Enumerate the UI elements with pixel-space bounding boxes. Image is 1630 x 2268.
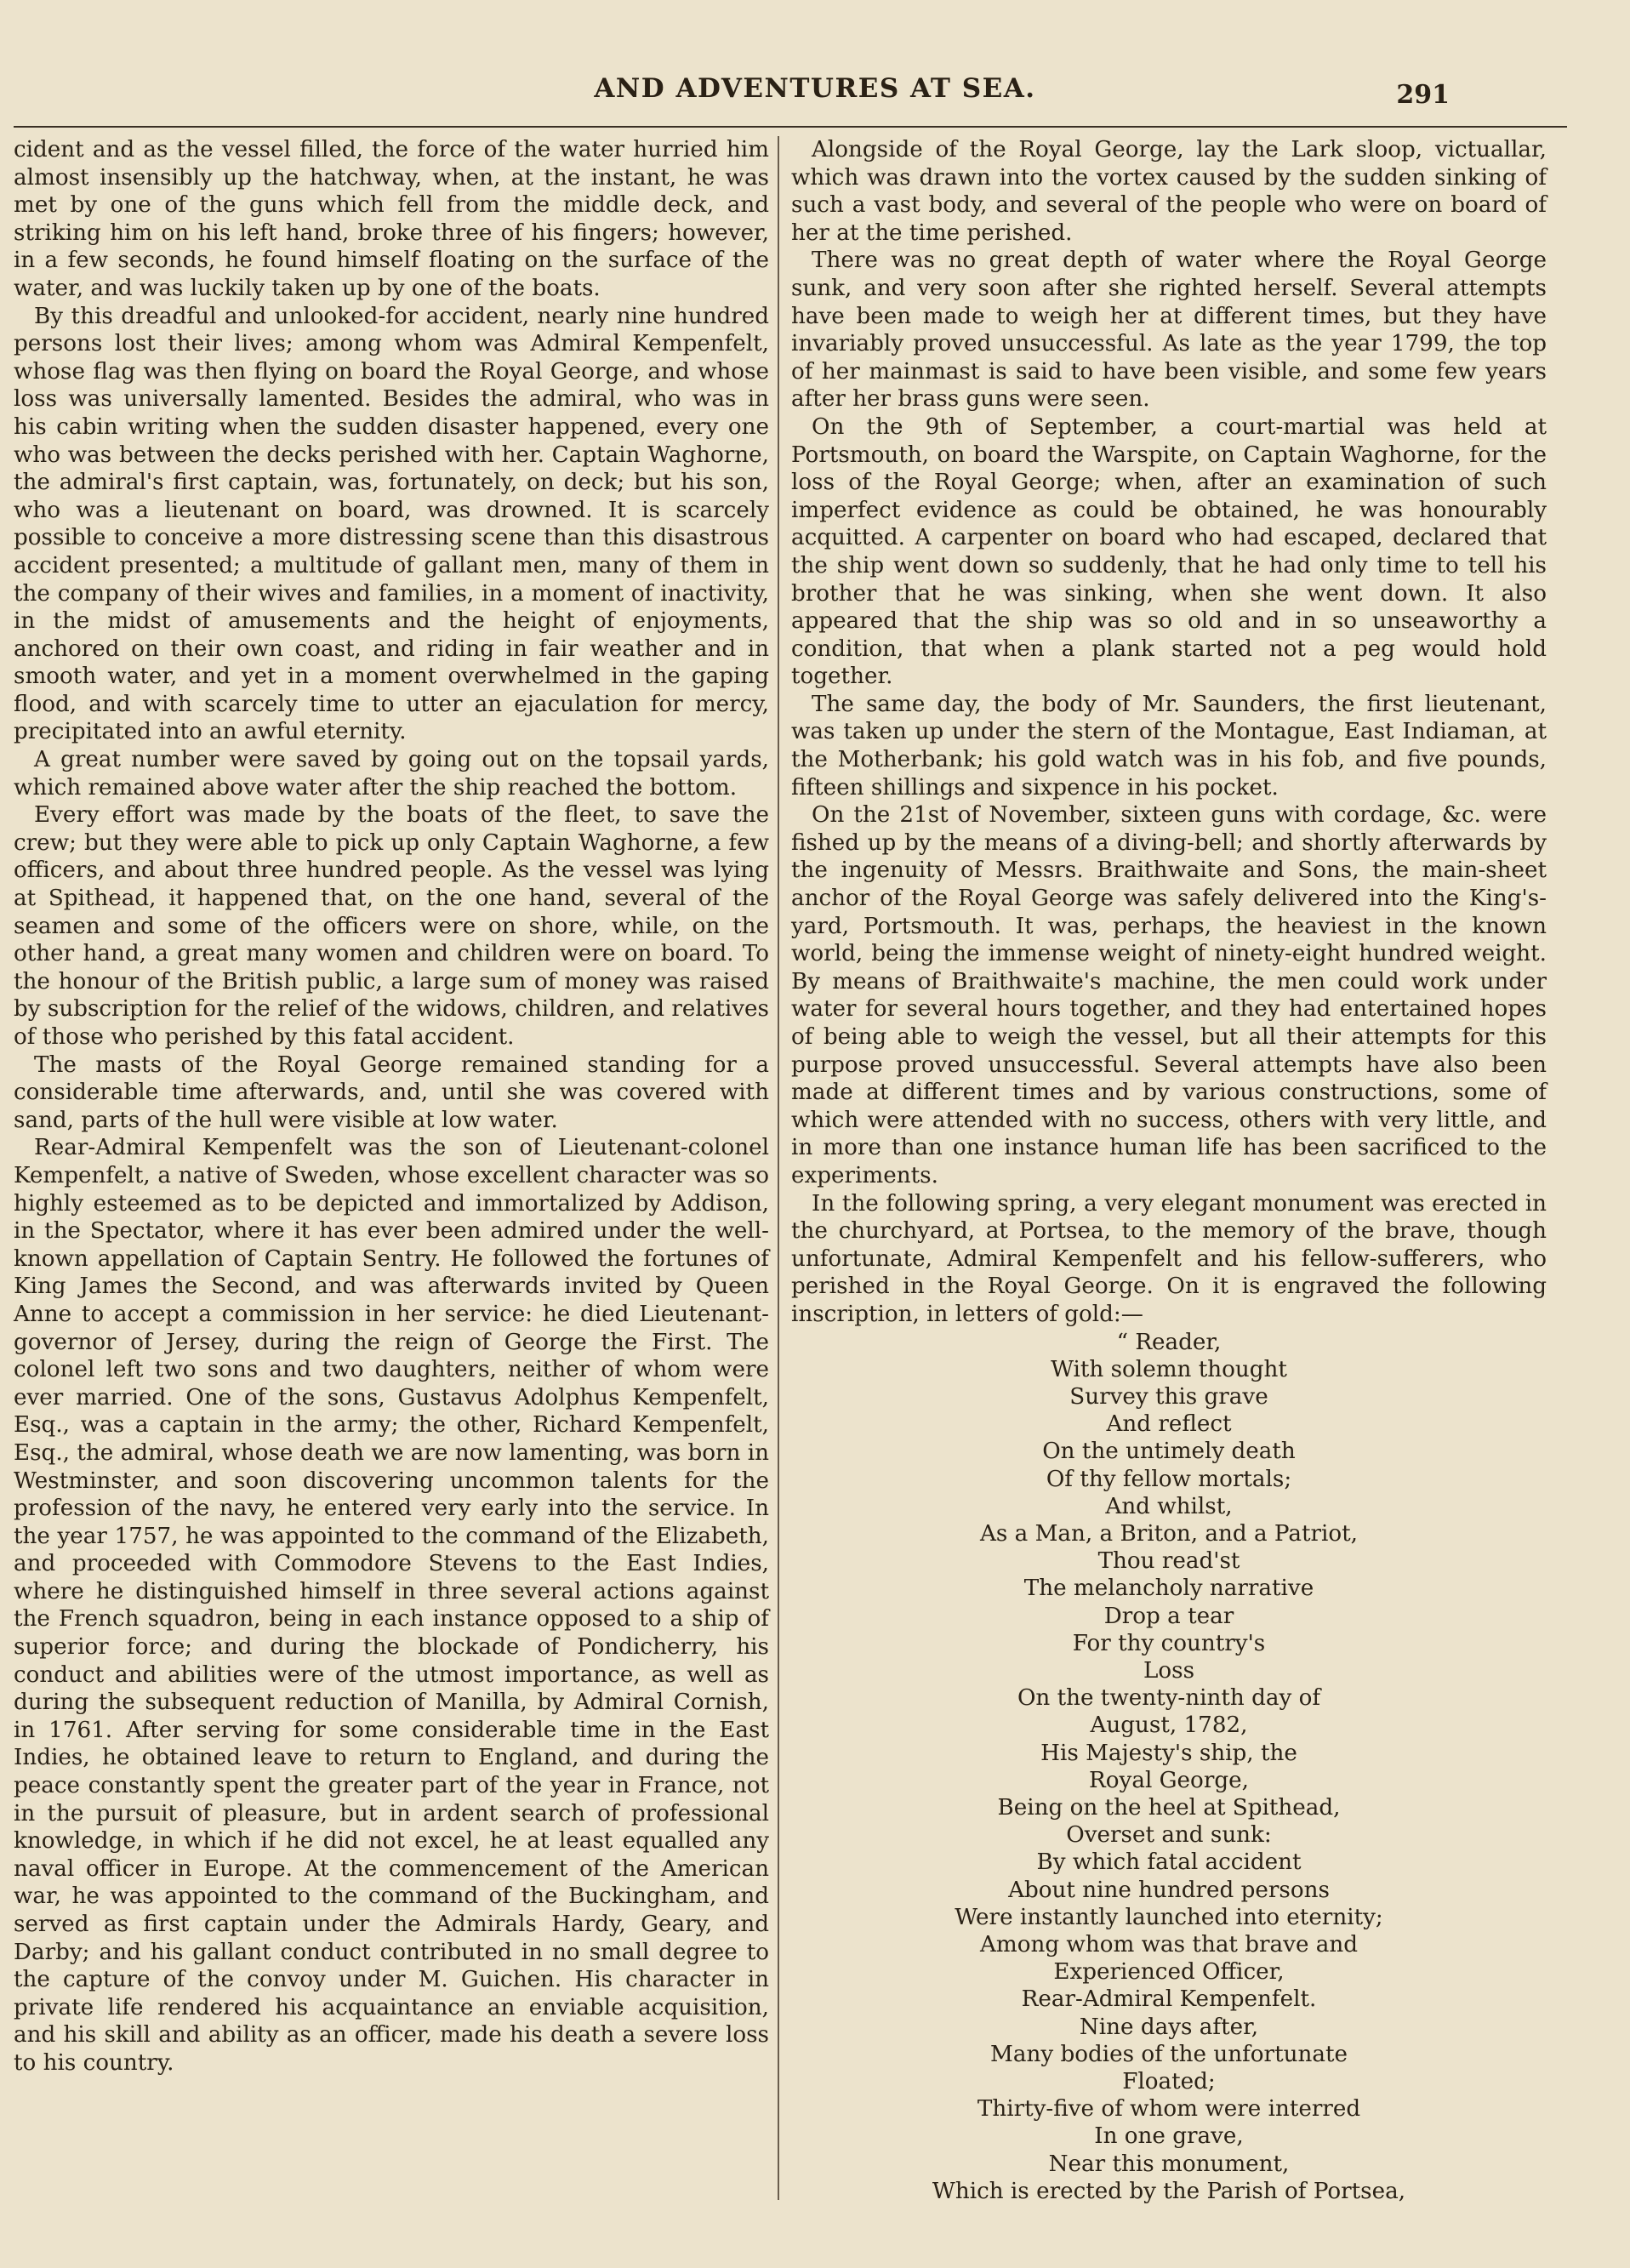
paragraph: Rear-Admiral Kempenfelt was the son of Lieutenant-colonel Kempenfelt, a native of Sweden, whose excellent character was so highly esteemed as to be depicted and immortalized by Addison, in the Spectator, where it has ever been admired under the well-known appellation of Captain Sentry. He followed the fortunes of King James the Second, and was afterwards invited by Queen Anne to accept a commission in her service: he died Lieutenant-governor of Jersey, during the reign of George the First. The colonel left two sons and two daughters, neither of whom were ever married. One of the sons, Gustavus Adolphus Kempenfelt, Esq., was a captain in the army; the other, Richard Kempenfelt, Esq., the admiral, whose death we are now lamenting, was born in Westminster, and soon discovering uncommon talents for the profession of the navy, he entered very early into the service. In the year 1757, he was appointed to the command of the Elizabeth, and proceeded with Commodore Stevens to the East Indies, where he distinguished himself in three several actions against the French squadron, being in each instance opposed to a ship of superior force; and during the blockade of Pondicherry, his conduct and abilities were of the utmost importance, as well as during the subsequent reduction of Manilla, by Admiral Cornish, in 1761. After serving for some considerable time in the East Indies, he obtained leave to return to England, and during the peace constantly spent the greater part of the year in France, not in the pursuit of pleasure, but in ardent search of professional knowledge, in which if he did not excel, he at least equalled any naval officer in Europe. At the commencement of the American war, he was appointed to the command of the Buckingham, and served as first captain under the Admirals Hardy, Geary, and Darby; and his gallant conduct contributed in no small degree to the capture of the convoy under M. Guichen. His character in private life rendered his acquaintance an enviable acquisition, and his skill and ability as an officer, made his death a severe loss to his country. — [14, 1135, 769, 2076]
inscription-line: As a Man, a Briton, and a Patriot, — [979, 1520, 1359, 1547]
inscription-line: His Majesty's ship, the — [1040, 1740, 1297, 1766]
inscription-line: Floated; — [1122, 2069, 1216, 2095]
inscription-line: Drop a tear — [1103, 1603, 1234, 1629]
inscription-line: Of thy fellow mortals; — [1046, 1466, 1292, 1492]
inscription-line: And reflect — [1106, 1411, 1232, 1438]
inscription-line: Thou read'st — [1097, 1548, 1240, 1575]
inscription-line: The melancholy narrative — [1023, 1576, 1314, 1602]
header-rule — [14, 126, 1567, 128]
column-divider — [778, 136, 779, 2200]
inscription-line: With solemn thought — [1051, 1356, 1287, 1382]
left-column — [14, 136, 769, 2077]
paragraph: On the 21st of November, sixteen guns with cordage, &c. were fished up by the means of a diving-bell; and shortly afterwards by the ingenuity of Messrs. Braithwaite and Sons, the main-sheet anchor of the Royal George was safely delivered into the King's-yard, Portsmouth. It was, perhaps, the heaviest in the known world, being the immense weight of ninety-eight hundred weight. By means of Braithwaite's machine, the men could work under water for several hours together, and they had entertained hopes of being able to weigh the vessel, but all their attempts for this purpose proved unsuccessful. Several attempts have also been made at different times and by various constructions, some of which were attended with no success, others with very little, and in more than one instance human life has been sacrificed to the experiments. — [791, 802, 1547, 1188]
inscription-line: Among whom was that brave and — [979, 1932, 1359, 1957]
paragraph: The masts of the Royal George remained standing for a considerable time afterwards, and, until she was covered with sand, parts of the hull were visible at low water. — [14, 1051, 769, 1133]
monument-inscription — [791, 1329, 1547, 2206]
inscription-line: In one grave, — [1094, 2123, 1244, 2150]
paragraph: On the 9th of September, a court-martial was held at Portsmouth, on board the Warspite, on Captain Waghorne, for the loss of the Royal George; when, after an examination of such imperfect evidence as could be obtained, he was honourably acquitted. A carpenter on board who had escaped, declared that the ship went down so suddenly, that he had only time to tell his brother that he was sinking, when she went down. It also appeared that the ship was so old and in so unseaworthy a condition, that when a plank started not a peg would hold together. — [791, 413, 1547, 690]
inscription-line: Being on the heel at Spithead, — [997, 1794, 1341, 1821]
paragraph: There was no great depth of water where the Royal George sunk, and very soon after she righted herself. Several attempts have been made to weigh her at different times, but they have invariably proved unsuccessful. As late as the year 1799, the top of her mainmast is said to have been visible, and some few years after her brass guns were seen. — [791, 248, 1547, 413]
paragraph: In the following spring, a very elegant monument was erected in the churchyard, at Portsea, to the memory of the brave, though unfortunate, Admiral Kempenfelt and his fellow-sufferers, who perished in the Royal George. On it is engraved the following inscription, in letters of gold:— — [791, 1190, 1547, 1327]
inscription-line: “ Reader, — [1116, 1329, 1222, 1355]
inscription-line: Experienced Officer, — [1053, 1959, 1285, 1986]
running-title: AND ADVENTURES AT SEA. — [594, 73, 1036, 104]
paragraph: By this dreadful and unlooked-for accident, nearly nine hundred persons lost their lives; among whom was Admiral Kempenfelt, whose flag was then flying on board the Royal George, and whose loss was universally lamented. Besides the admiral, who was in his cabin writing when the sudden disaster happened, every one who was between the decks perished with her. Captain Waghorne, the admiral's first captain, was, fortunately, on deck; but his son, who was a lieutenant on board, was drowned. It is scarcely possible to conceive a more distressing scene than this disastrous accident presented; a multitude of gallant men, many of them in the company of their wives and families, in a moment of inactivity, in the midst of amusements and the height of enjoyments, anchored on their own coast, and riding in fair weather and in smooth water, and yet in a moment overwhelmed in the gaping flood, and with scarcely time to utter an ejaculation for mercy, precipitated into an awful eternity. — [14, 303, 769, 745]
inscription-line: Rear-Admiral Kempenfelt. — [1021, 1986, 1317, 2013]
page-number: 291 — [1396, 80, 1450, 110]
inscription-line: Nine days after, — [1079, 2014, 1259, 2040]
right-column — [791, 136, 1547, 2205]
page-header — [0, 73, 1630, 110]
inscription-line: Loss — [1143, 1657, 1195, 1684]
inscription-line: On the twenty-ninth day of — [1017, 1685, 1321, 1712]
inscription-line: Survey this grave — [1069, 1383, 1268, 1410]
inscription-line: Thirty-five of whom were interred — [977, 2096, 1361, 2123]
inscription-line: Near this monument, — [1048, 2151, 1290, 2177]
inscription-line: For thy country's — [1072, 1630, 1266, 1656]
inscription-line: Which is erected by the Parish of Portsea, — [932, 2178, 1406, 2204]
inscription-line: Royal George, — [1089, 1767, 1249, 1793]
paragraph: Alongside of the Royal George, lay the Lark sloop, victuallar, which was drawn into the vortex caused by the sudden sinking of such a vast body, and several of the people who were on board of her at the time perished. — [791, 137, 1547, 246]
paragraph: A great number were saved by going out on the topsail yards, which remained above water after the ship reached the bottom. — [14, 747, 769, 801]
inscription-line: About nine hundred persons — [1008, 1877, 1330, 1903]
inscription-line: Overset and sunk: — [1066, 1822, 1272, 1849]
paragraph: The same day, the body of Mr. Saunders, the first lieutenant, was taken up under the stern of the Montague, East Indiaman, at the Motherbank; his gold watch was in his fob, and five pounds, fifteen shillings and sixpence in his pocket. — [791, 691, 1547, 801]
paragraph: cident and as the vessel filled, the force of the water hurried him almost insensibly up the hatchway, when, at the instant, he was met by one of the guns which fell from the middle deck, and striking him on his left hand, broke three of his fingers; however, in a few seconds, he found himself floating on the surface of the water, and was luckily taken up by one of the boats. — [14, 137, 769, 301]
inscription-line: Were instantly launched into eternity; — [955, 1904, 1383, 1930]
inscription-line: By which fatal accident — [1036, 1849, 1302, 1876]
inscription-line: And whilst, — [1105, 1493, 1233, 1519]
inscription-line: On the untimely death — [1042, 1439, 1296, 1465]
inscription-line: Many bodies of the unfortunate — [990, 2041, 1348, 2067]
paragraph: Every effort was made by the boats of the fleet, to save the crew; but they were able to pick up only Captain Waghorne, a few officers, and about three hundred people. As the vessel was lying at Spithead, it happened that, on the one hand, several of the seamen and some of the officers were on shore, while, on the other hand, a great many women and children were on board. To the honour of the British public, a large sum of money was raised by subscription for the relief of the widows, children, and relatives of those who perished by this fatal accident. — [14, 802, 769, 1050]
inscription-line: August, 1782, — [1090, 1712, 1248, 1739]
